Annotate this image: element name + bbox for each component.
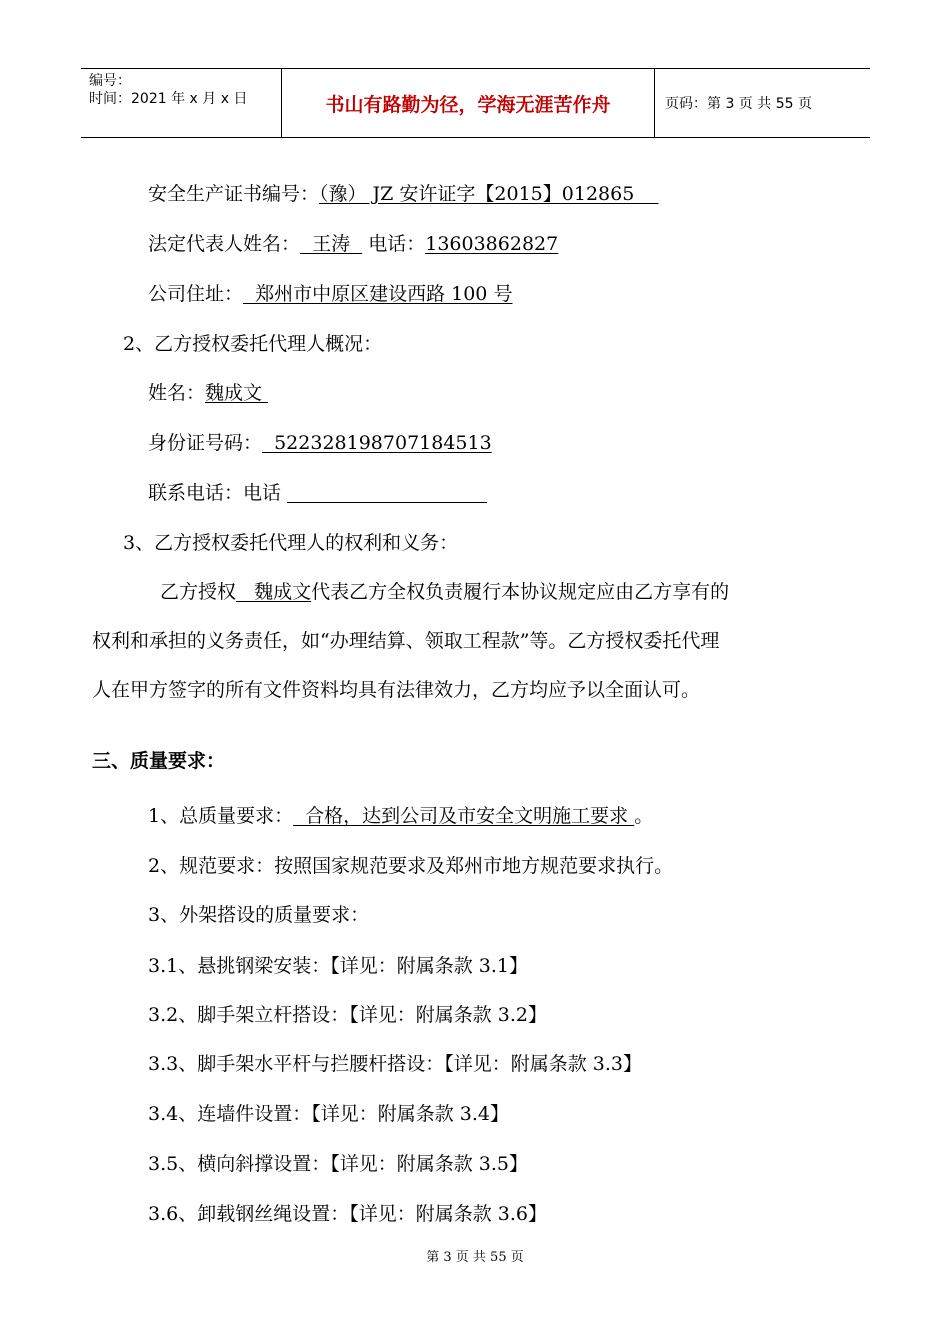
- header-table: [81, 68, 870, 138]
- quality-item: 3.4、连墙件设置：【详见：附属条款 3.4】: [148, 1103, 509, 1125]
- q1-label: 1、总质量要求：: [148, 805, 294, 827]
- quality-item: 3.3、脚手架水平杆与拦腰杆搭设：【详见：附属条款 3.3】: [148, 1053, 642, 1075]
- document-time-label: 时间：2021 年 x 月 x 日: [89, 91, 248, 107]
- address-line: [148, 281, 512, 307]
- representative-line: [148, 231, 558, 257]
- cert-value: （豫） JZ 安许证字【2015】012865: [319, 183, 659, 205]
- paragraph-line-3: 人在甲方签字的所有文件资料均具有法律效力，乙方均应予以全面认可。: [92, 679, 701, 701]
- cert-line: [148, 181, 658, 207]
- para-l1-a: 乙方授权: [160, 581, 237, 603]
- section-2-title: 2、乙方授权委托代理人概况：: [123, 333, 383, 355]
- rep-phone-value: 13603862827: [425, 233, 559, 255]
- quality-2-line: 2、规范要求：按照国家规范要求及郑州市地方规范要求执行。: [148, 855, 674, 877]
- name-value: 魏成文: [205, 382, 269, 404]
- para-l1-name: 魏成文: [236, 581, 312, 603]
- rep-value: 王涛: [300, 233, 363, 255]
- id-label: 身份证号码：: [148, 432, 263, 454]
- quality-item: 3.6、卸载钢丝绳设置：【详见：附属条款 3.6】: [148, 1203, 547, 1225]
- quality-item: 3.2、脚手架立杆搭设：【详见：附属条款 3.2】: [148, 1004, 547, 1026]
- id-value: 522328198707184513: [262, 432, 492, 454]
- address-label: 公司住址：: [148, 283, 244, 305]
- page-footer: 第 3 页 共 55 页: [426, 1250, 524, 1265]
- agent-name-line: [148, 380, 268, 406]
- rep-label: 法定代表人姓名：: [148, 233, 301, 255]
- quality-item: 3.1、悬挑钢梁安装：【详见：附属条款 3.1】: [148, 955, 528, 977]
- name-label: 姓名：: [148, 382, 206, 404]
- header-motto: 书山有路勤为径，学海无涯苦作舟: [282, 69, 655, 137]
- address-value: 郑州市中原区建设西路 100 号: [243, 283, 513, 305]
- quality-item: 3.5、横向斜撑设置：【详见：附属条款 3.5】: [148, 1153, 528, 1175]
- rep-phone-label: 电话：: [362, 233, 426, 255]
- quality-3-line: 3、外架搭设的质量要求：: [148, 904, 370, 926]
- document-number-label: 编号：: [89, 73, 131, 89]
- q1-value: 合格，达到公司及市安全文明施工要求: [293, 805, 635, 827]
- section-heading-quality: 三、质量要求：: [92, 750, 226, 772]
- id-line: [148, 430, 664, 456]
- header-left-cell: [81, 69, 282, 137]
- para-l1-b: 代表乙方全权负责履行本协议规定应由乙方享有的: [311, 581, 730, 603]
- paragraph-line-1: [160, 579, 729, 605]
- contact-label: 联系电话：电话: [148, 482, 288, 504]
- section-3-title: 3、乙方授权委托代理人的权利和义务：: [123, 532, 459, 554]
- contact-line: [148, 480, 487, 506]
- paragraph-line-2: 权利和承担的义务责任，如“办理结算、领取工程款”等。乙方授权委托代理: [92, 630, 720, 652]
- quality-1-line: [148, 803, 653, 829]
- cert-label: 安全生产证书编号：: [148, 183, 320, 205]
- q1-end: 。: [634, 805, 654, 827]
- header-page-label: 页码：第 3 页 共 55 页: [665, 96, 812, 112]
- contact-blank: [287, 482, 487, 503]
